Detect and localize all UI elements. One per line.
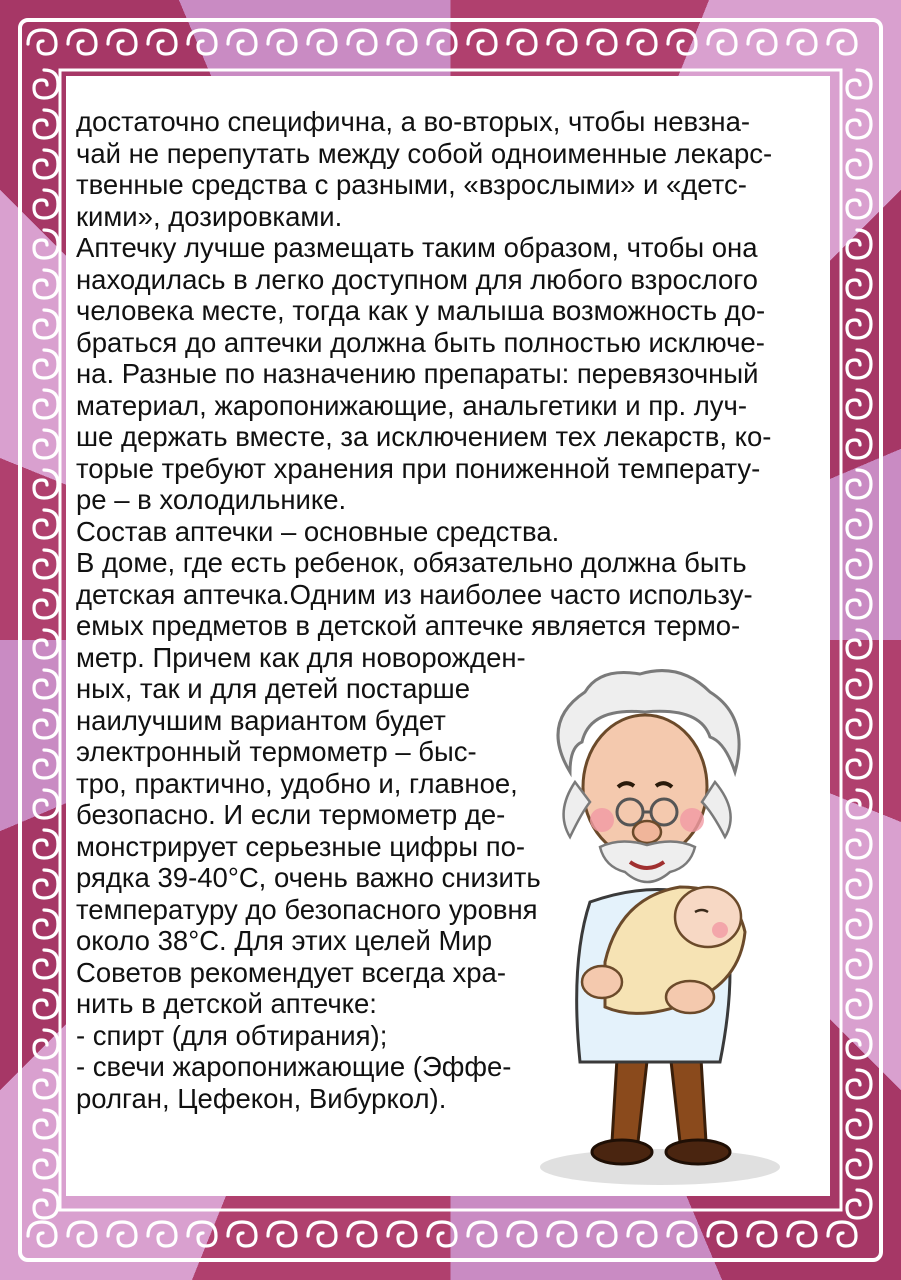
ornament-curl: [847, 870, 871, 898]
ornament-curl: [34, 1150, 58, 1178]
ornament-curl: [34, 470, 58, 498]
ornament-curl: [34, 790, 58, 818]
ornament-curl: [788, 30, 816, 54]
article-line: ных, так и для детей постарше: [76, 673, 471, 704]
ornament-curl: [228, 30, 256, 54]
ornament-curl: [847, 1070, 871, 1098]
ornament-curl: [847, 790, 871, 818]
article-line: тро, практично, удобно и, главное,: [76, 767, 518, 799]
ornament-curl: [628, 30, 656, 54]
article-line: торые требуют хранения при пониженной температу-: [76, 452, 761, 484]
ornament-curl: [68, 1222, 96, 1246]
ornament-curl: [828, 30, 856, 54]
ornament-curl: [34, 630, 58, 658]
ornament-curl: [548, 1222, 576, 1246]
ornament-curl: [34, 710, 58, 738]
ornament-curl: [788, 1222, 816, 1246]
ornament-curl: [847, 230, 871, 258]
ornament-curl: [228, 1222, 256, 1246]
ornament-curl: [847, 630, 871, 658]
article-line: ше держать вместе, за исключением тех лекарств, ко-: [76, 421, 772, 452]
ornament-curl: [847, 390, 871, 418]
ornament-curl: [847, 110, 871, 138]
ornament-curl: [68, 30, 96, 54]
article-line: - спирт (для обтирания);: [76, 1019, 388, 1051]
ornament-curl: [108, 1222, 136, 1246]
ornament-curl: [268, 30, 296, 54]
ornament-curl: [28, 30, 56, 54]
doctor-with-baby-icon: [530, 662, 780, 1192]
article-line: - свечи жаропонижающие (Эффе-: [76, 1051, 512, 1082]
ornament-curl: [847, 710, 871, 738]
ornament-curl: [308, 30, 336, 54]
ornament-curl: [34, 670, 58, 698]
ornament-curl: [34, 230, 58, 258]
ornament-curl: [34, 510, 58, 538]
ornament-curl: [308, 1222, 336, 1246]
article-line: человека месте, тогда как у малыша возможность до-: [76, 295, 766, 326]
ornament-curl: [847, 510, 871, 538]
ornament-curl: [847, 910, 871, 938]
article-line: ре – в холодильнике.: [76, 484, 347, 515]
ornament-curl: [847, 350, 871, 378]
ornament-curl: [34, 1190, 58, 1218]
ornament-curl: [508, 30, 536, 54]
ornament-curl: [468, 30, 496, 54]
ornament-curl: [34, 150, 58, 178]
article-line: на. Разные по назначению препараты: перевязочный: [76, 358, 759, 389]
ornament-curl: [708, 30, 736, 54]
ornament-curl: [34, 550, 58, 578]
ornament-curl: [847, 150, 871, 178]
ornament-curl: [34, 190, 58, 218]
article-line: рядка 39-40°С, очень важно снизить: [76, 862, 541, 893]
ornament-curl: [34, 910, 58, 938]
article-line: материал, жаропонижающие, анальгетики и пр. луч-: [76, 389, 748, 421]
article-line: температуру до безопасного уровня: [76, 893, 538, 925]
article-line: около 38°С. Для этих целей Мир: [76, 925, 493, 956]
ornament-curl: [847, 270, 871, 298]
ornament-curl: [34, 1030, 58, 1058]
ornament-curl: [847, 70, 871, 98]
ornament-curl: [668, 30, 696, 54]
ornament-curl: [468, 1222, 496, 1246]
ornament-curl: [847, 950, 871, 978]
article-line: нить в детской аптечке:: [76, 988, 377, 1019]
article-line: находилась в легко доступном для любого взрослого: [76, 263, 758, 295]
ornament-curl: [847, 1150, 871, 1178]
article-line: метр. Причем как для новорожден-: [76, 641, 526, 673]
ornament-curl: [708, 1222, 736, 1246]
ornament-curl: [348, 1222, 376, 1246]
ornament-curl: [847, 670, 871, 698]
ornament-curl: [588, 1222, 616, 1246]
ornament-curl: [188, 1222, 216, 1246]
ornament-curl: [34, 870, 58, 898]
ornament-curl: [508, 1222, 536, 1246]
article-line: Аптечку лучше размещать таким образом, чтобы она: [76, 232, 758, 263]
ornament-curl: [847, 430, 871, 458]
ornament-curl: [428, 1222, 456, 1246]
ornament-curl: [828, 1222, 856, 1246]
ornament-curl: [388, 1222, 416, 1246]
ornament-curl: [847, 470, 871, 498]
ornament-curl: [348, 30, 376, 54]
ornament-curl: [34, 830, 58, 858]
ornament-curl: [34, 390, 58, 418]
article-line: достаточно специфична, а во-вторых, чтобы невзна-: [76, 106, 751, 137]
ornament-curl: [148, 30, 176, 54]
doctor-illustration: [530, 662, 780, 1192]
ornament-curl: [847, 830, 871, 858]
ornament-curl: [34, 990, 58, 1018]
ornament-curl: [628, 1222, 656, 1246]
ornament-curl: [847, 190, 871, 218]
ornament-curl: [34, 110, 58, 138]
ornament-curl: [34, 270, 58, 298]
ornament-curl: [34, 310, 58, 338]
article-line: кими», дозировками.: [76, 200, 343, 232]
article-line: безопасно. И если термометр де-: [76, 799, 506, 830]
article-line: Советов рекомендует всегда хра-: [76, 956, 506, 988]
ornament-curl: [388, 30, 416, 54]
ornament-curl: [428, 30, 456, 54]
ornament-curl: [847, 1110, 871, 1138]
ornament-curl: [847, 590, 871, 618]
article-line: ролган, Цефекон, Вибуркол).: [76, 1082, 447, 1114]
ornament-curl: [748, 30, 776, 54]
ornament-curl: [548, 30, 576, 54]
article-line: электронный термометр – быс-: [76, 736, 477, 767]
ornament-curl: [847, 750, 871, 778]
ornament-curl: [34, 750, 58, 778]
ornament-curl: [34, 950, 58, 978]
ornament-curl: [847, 550, 871, 578]
article-line: детская аптечка.Одним из наиболее часто использу-: [76, 578, 753, 610]
ornament-curl: [34, 590, 58, 618]
ornament-curl: [668, 1222, 696, 1246]
ornament-curl: [588, 30, 616, 54]
article-line: чай не перепутать между собой одноименные лекарс-: [76, 137, 773, 169]
article-line: Состав аптечки – основные средства.: [76, 515, 560, 547]
ornament-curl: [847, 310, 871, 338]
ornament-curl: [847, 1030, 871, 1058]
ornament-curl: [34, 1110, 58, 1138]
ornament-curl: [34, 430, 58, 458]
ornament-curl: [268, 1222, 296, 1246]
ornament-curl: [847, 1190, 871, 1218]
ornament-curl: [847, 990, 871, 1018]
ornament-curl: [28, 1222, 56, 1246]
article-line: браться до аптечки должна быть полностью исключе-: [76, 326, 765, 358]
ornament-curl: [748, 1222, 776, 1246]
ornament-curl: [34, 70, 58, 98]
ornament-curl: [34, 350, 58, 378]
ornament-curl: [148, 1222, 176, 1246]
article-line: емых предметов в детской аптечке является термо-: [76, 610, 741, 641]
ornament-curl: [34, 1070, 58, 1098]
ornament-curl: [108, 30, 136, 54]
article-line: В доме, где есть ребенок, обязательно должна быть: [76, 547, 747, 578]
article-line: наилучшим вариантом будет: [76, 704, 446, 736]
ornament-curl: [188, 30, 216, 54]
article-line: твенные средства с разными, «взрослыми» и «детс-: [76, 169, 747, 200]
article-line: монстрирует серьезные цифры по-: [76, 830, 526, 862]
